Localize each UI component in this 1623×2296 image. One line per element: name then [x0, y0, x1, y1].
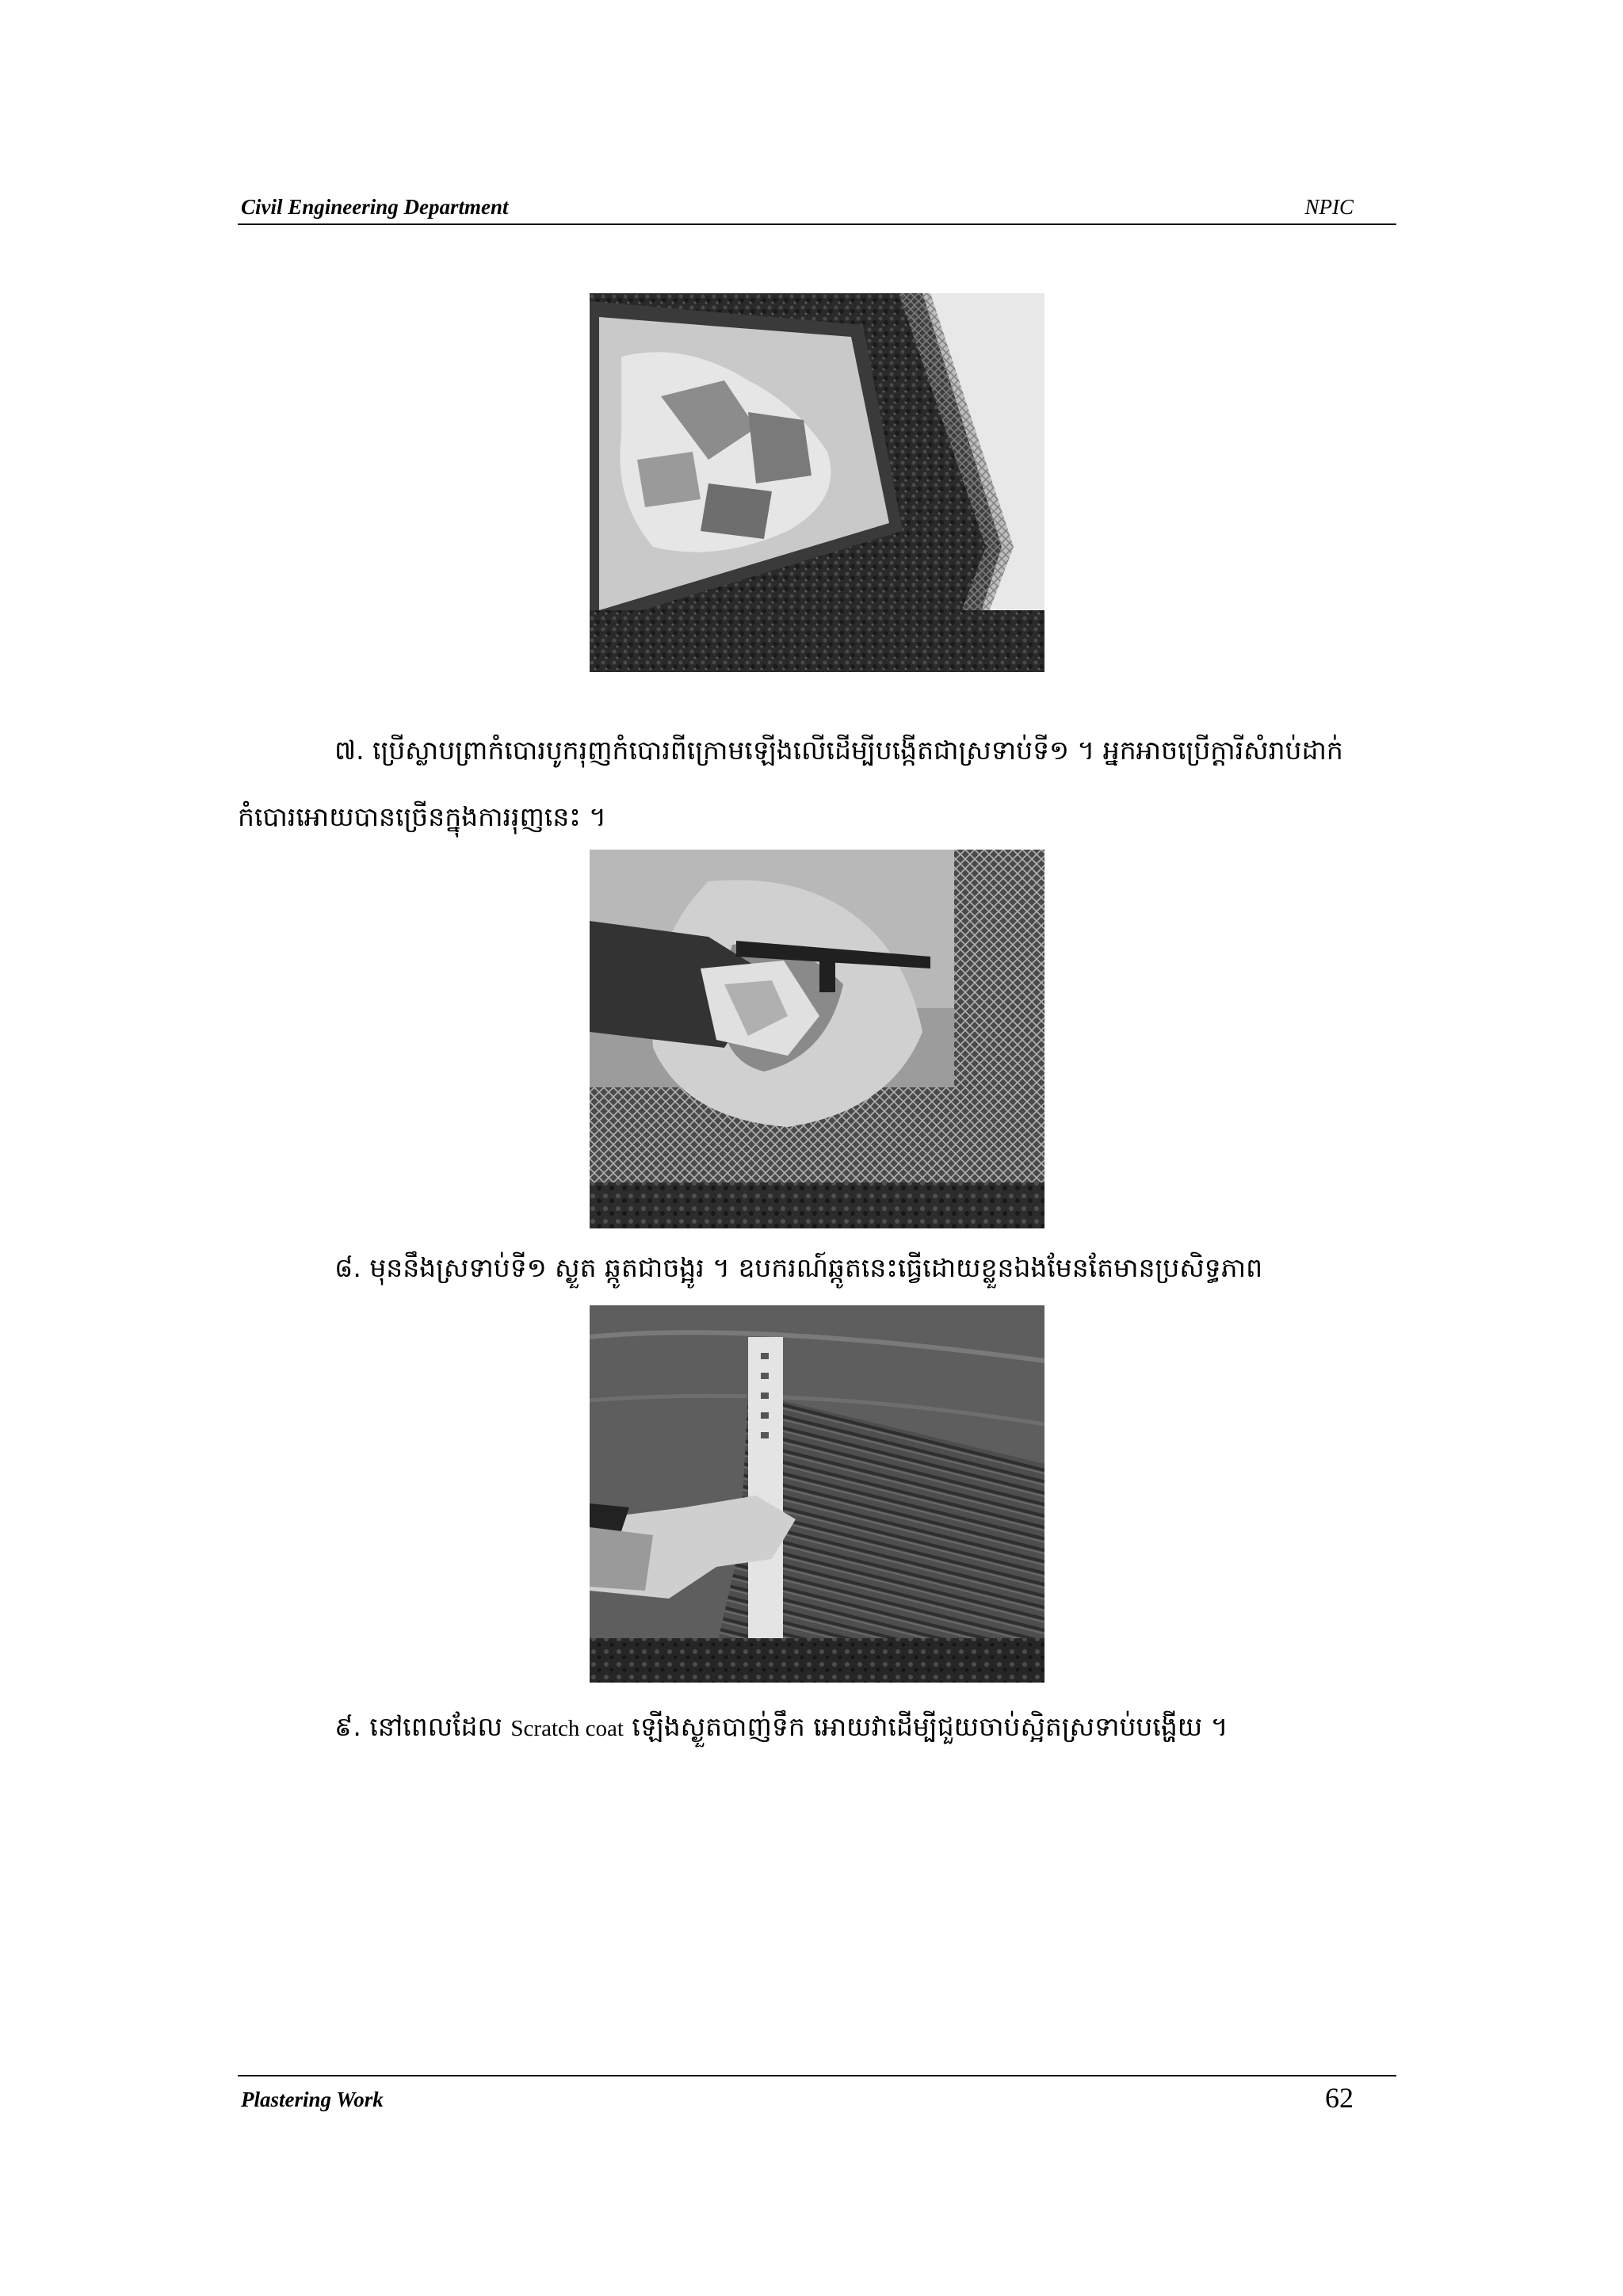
step-8-text: ៨. មុននឹងស្រទាប់ទី១ ស្ងួត ឆ្កូតជាចង្អូរ ។ ឧបករណ៍ឆ្កូតនេះធ្វើដោយខ្លួនឯងមែនតែមានប្រសិទ្ធភាព: [334, 1252, 1263, 1283]
footer-section: Plastering Work: [241, 2088, 384, 2111]
page-footer: [238, 2075, 1396, 2115]
step-9-text-before: ៩. នៅពេលដែល: [334, 1711, 511, 1742]
mortar-board-photo-icon: [590, 293, 1044, 672]
page-header: [238, 193, 1396, 225]
page-number: 62: [1325, 2082, 1354, 2114]
step-9-text-after: ឡើងស្ងួតបាញ់ទឹក អោយវាដើម្បីជួយចាប់ស្អិតស្រទាប់បង្ហើយ ។: [623, 1711, 1228, 1742]
trowel-application-photo-icon: [590, 850, 1044, 1228]
step-9-text: [334, 1694, 1228, 1762]
step-9-text-latin: Scratch coat: [510, 1716, 624, 1741]
step-7-text: ៧. ប្រើស្លាបព្រាកំបោរបូករុញកំបោរពីក្រោមឡើងលើដើម្បីបង្កើតជាស្រទាប់ទី១ ។ អ្នកអាចប្រើក្តារីសំរាប់ដាក់កំបោរអោយបានច្រើនក្នុងការរុញនេះ ។: [238, 735, 1343, 832]
header-institution: NPIC: [1304, 195, 1354, 219]
header-department: Civil Engineering Department: [241, 195, 509, 219]
scratch-comb-photo-icon: [590, 1305, 1044, 1683]
